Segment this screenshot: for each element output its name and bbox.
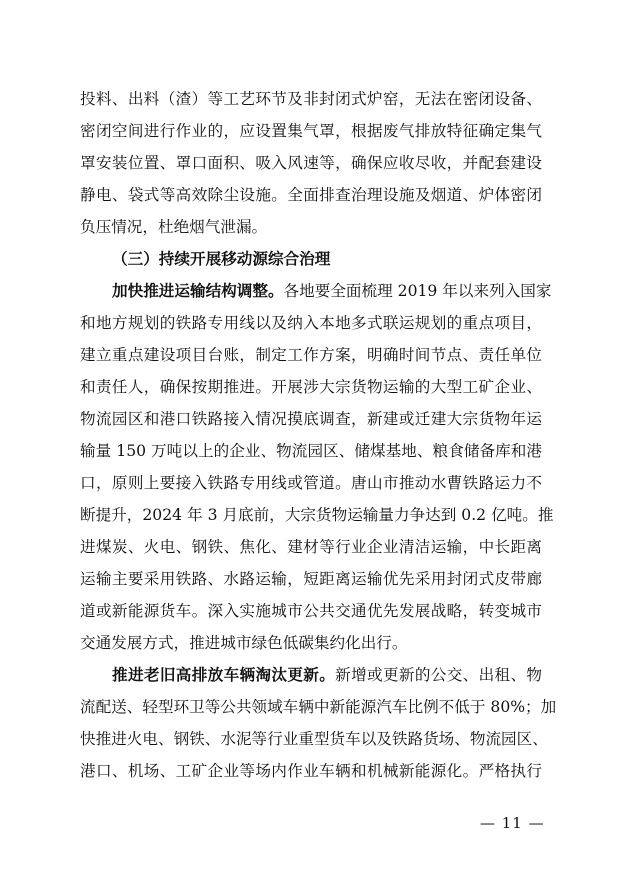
text-line: 口，原则上要接入铁路专用线或管道。唐山市推动水曹铁路运力不 xyxy=(80,474,542,492)
text-line: 投料、出料（渣）等工艺环节及非封闭式炉窑，无法在密闭设备、 xyxy=(80,90,542,108)
bold-lead: 推进老旧高排放车辆淘汰更新。 xyxy=(112,665,336,684)
paragraph-text: 各地要全面梳理 2019 年以来列入国家 xyxy=(283,282,552,300)
page-number: — 11 — xyxy=(480,814,545,832)
paragraph-first-line xyxy=(112,665,542,685)
text-line: 静电、袋式等高效除尘设施。全面排查治理设施及烟道、炉体密闭 xyxy=(80,186,542,204)
text-line: 建立重点建设项目台账，制定工作方案，明确时间节点、责任单位 xyxy=(80,346,542,364)
text-line: 快推进火电、钢铁、水泥等行业重型货车以及铁路货场、物流园区、 xyxy=(80,730,548,748)
section-heading: （三）持续开展移动源综合治理 xyxy=(112,249,331,268)
text-line: 港口、机场、工矿企业等场内作业车辆和机械新能源化。严格执行 xyxy=(80,762,542,780)
text-line: 道或新能源货车。深入实施城市公共交通优先发展战略，转变城市 xyxy=(80,602,542,620)
text-line: 密闭空间进行作业的，应设置集气罩，根据废气排放特征确定集气 xyxy=(80,122,542,140)
text-line: 交通发展方式，推进城市绿色低碳集约化出行。 xyxy=(80,634,408,652)
text-line: 和责任人，确保按期推进。开展涉大宗货物运输的大型工矿企业、 xyxy=(80,378,542,396)
text-line: 输量 150 万吨以上的企业、物流园区、储煤基地、粮食储备库和港 xyxy=(80,442,542,460)
bold-lead: 加快推进运输结构调整。 xyxy=(112,281,284,300)
text-line: 进煤炭、火电、钢铁、焦化、建材等行业企业清洁运输，中长距离 xyxy=(80,538,542,556)
text-line: 负压情况，杜绝烟气泄漏。 xyxy=(80,218,268,236)
text-line: 运输主要采用铁路、水路运输，短距离运输优先采用封闭式皮带廊 xyxy=(80,570,542,588)
text-line: 和地方规划的铁路专用线以及纳入本地多式联运规划的重点项目， xyxy=(80,314,542,332)
paragraph-text: 新增或更新的公交、出租、物 xyxy=(335,666,542,684)
text-line: 流配送、轻型环卫等公共领域车辆中新能源汽车比例不低于 80%；加 xyxy=(80,698,557,716)
paragraph-first-line xyxy=(112,281,552,301)
text-line: 物流园区和港口铁路接入情况摸底调查，新建或迁建大宗货物年运 xyxy=(80,410,542,428)
text-line: 断提升，2024 年 3 月底前，大宗货物运输量力争达到 0.2 亿吨。推 xyxy=(80,506,554,524)
text-line: 罩安装位置、罩口面积、吸入风速等，确保应收尽收，并配套建设 xyxy=(80,154,542,172)
